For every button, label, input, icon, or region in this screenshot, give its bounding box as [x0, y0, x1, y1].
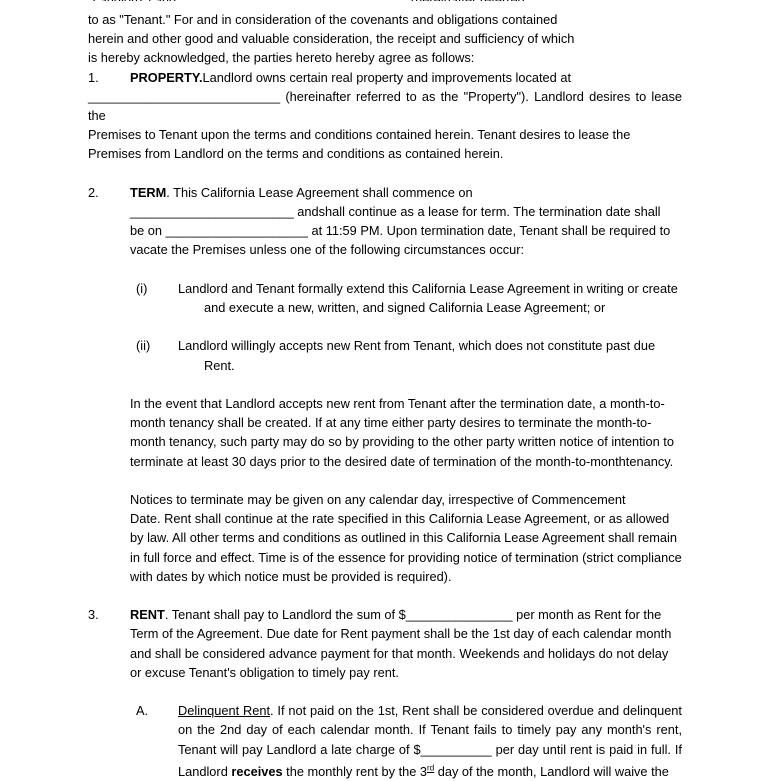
clause-2-trailing-1-line-3: month tenancy, such party may do so by providing to the other party written notice of intention to	[130, 434, 674, 450]
clause-2-number: 2.	[88, 184, 99, 200]
clause-2-trailing-para-2	[130, 490, 682, 586]
document-body	[88, 0, 682, 781]
clause-2-sub-ii-line-2: Rent.	[204, 357, 235, 373]
clause-3-sub-a-line-4-b: the monthly rent by the 3	[282, 764, 428, 780]
clause-3	[88, 605, 682, 624]
clause-3-sub-a	[136, 701, 682, 781]
clause-2-sub-i-body	[178, 279, 682, 317]
clause-1-number: 1.	[88, 69, 99, 85]
clause-2	[88, 183, 682, 202]
clause-3-line-3: and shall be considered advance payment for that month. Weekends and holidays do not delay	[130, 645, 669, 661]
spacer-1	[88, 164, 682, 183]
clause-2-trailing-2-line-3: by law. All other terms and conditions as outlined in this California Lease Agreement shall remain	[130, 530, 678, 546]
intro-line-3: is hereby acknowledged, the parties hereto hereby agree as follows:	[88, 50, 475, 66]
clause-2-line-2: _______________________ andshall continue as a lease for term. The termination date shall	[130, 204, 661, 220]
clause-1-line-3: Premises to Tenant upon the terms and conditions contained herein. Tenant desires to lease the	[88, 127, 631, 143]
clause-2-sub-ii-body	[178, 336, 682, 374]
clause-3-sub-a-heading: Delinquent Rent	[178, 703, 271, 719]
clause-2-trailing-2-line-1: Notices to terminate may be given on any calendar day, irrespective of Commencement	[130, 492, 626, 507]
clause-3-sub-a-marker: A.	[136, 703, 149, 719]
clause-3-heading: RENT	[130, 607, 165, 623]
clause-2-trailing-2-line-4: in full force and effect. Time is of the essence for providing notice of termination (strict compliance	[130, 549, 682, 565]
clause-2-line-4: vacate the Premises unless one of the following circumstances occur:	[130, 242, 525, 258]
clause-3-body	[130, 605, 682, 624]
clipped-top-line	[88, 0, 682, 1]
clause-3-sub-a-line-1-rest: . If not paid on the 1st, Rent shall be considered overdue and delinquent	[270, 703, 682, 719]
clause-3-sub-a-receives-bold: receives	[231, 764, 283, 780]
clause-2-lead: . This California Lease Agreement shall commence on	[166, 184, 473, 200]
clause-2-sub-i-marker: (i)	[136, 280, 148, 296]
clause-3-sub-a-line-4-a: Landlord	[178, 764, 232, 780]
clause-2-body	[130, 183, 682, 202]
spacer-4	[88, 375, 682, 394]
clause-3-lead: . Tenant shall pay to Landlord the sum of $_______________ per month as Rent for the	[164, 607, 662, 623]
clause-3-sub-a-line-4-c: day of the month, Landlord will waive the	[434, 764, 669, 780]
clause-2-trailing-1-line-1: In the event that Landlord accepts new rent from Tenant after the termination date, a month-to-	[130, 396, 665, 411]
clause-3-sub-a-line-3: Tenant will pay Landlord a late charge of $__________ per day until rent is paid in full. If	[178, 741, 682, 757]
clause-2-trailing-2-line-5: with dates by which notice must be provided is required).	[130, 568, 452, 584]
spacer-6	[88, 586, 682, 605]
clause-2-sub-ii	[136, 336, 682, 374]
spacer-5	[88, 471, 682, 490]
intro-line-2: herein and other good and valuable consideration, the receipt and sufficiency of which	[88, 31, 575, 47]
clause-2-sub-i	[136, 279, 682, 317]
spacer-7	[88, 682, 682, 701]
clause-2-line-3: be on ____________________ at 11:59 PM. Upon termination date, Tenant shall be required to	[130, 223, 671, 239]
clause-1-lead: Landlord owns certain real property and improvements located at	[202, 69, 572, 85]
clause-3-number: 3.	[88, 607, 99, 623]
clause-2-trailing-para-1	[130, 394, 682, 471]
clause-1	[88, 68, 682, 87]
spacer-2	[88, 260, 682, 279]
clause-2-trailing-1-line-2: month tenancy shall be created. If at any time either party desires to terminate the month-to-	[130, 415, 652, 431]
clause-1-line-4: Premises from Landlord on the terms and conditions as contained herein.	[88, 146, 504, 162]
clause-2-sub-i-line-1: Landlord and Tenant formally extend this California Lease Agreement in writing or create	[178, 280, 678, 296]
clause-3-sub-a-ordinal-sup: rd	[427, 763, 435, 773]
clause-1-body	[130, 68, 682, 87]
clause-3-sub-a-line-2: on the 2nd day of each calendar month. If Tenant fails to timely pay any month's rent,	[178, 722, 682, 738]
clause-3-sub-a-body	[178, 701, 682, 781]
clause-2-heading: TERM	[130, 184, 167, 200]
clause-2-trailing-2-line-2: Date. Rent shall continue at the rate specified in this California Lease Agreement, or as allowed	[130, 511, 670, 527]
spacer-3	[88, 317, 682, 336]
clause-1-heading: PROPERTY.	[130, 69, 203, 85]
clause-2-trailing-1-line-4: terminate at least 30 days prior to the desired date of termination of the month-to-monthtenancy.	[130, 453, 674, 469]
clause-3-line-2: Term of the Agreement. Due date for Rent payment shall be the 1st day of each calendar month	[130, 626, 672, 642]
clause-3-sub-a-line-4	[178, 764, 669, 779]
clause-1-line-2: ___________________________ (hereinafter referred to as the "Property"). Landlord desires to lease the	[88, 88, 682, 124]
clause-3-line-4: or excuse Tenant's obligation to timely pay rent.	[130, 664, 399, 680]
intro-line-1: to as "Tenant." For and in consideration of the covenants and obligations contained	[88, 12, 558, 27]
clause-2-sub-ii-line-1: Landlord willingly accepts new Rent from Tenant, which does not constitute past due	[178, 338, 656, 354]
clause-2-sub-ii-marker: (ii)	[136, 338, 151, 354]
clause-2-sub-i-line-2: and execute a new, written, and signed California Lease Agreement; or	[204, 300, 606, 316]
clipped-top-line-text	[88, 0, 682, 1]
